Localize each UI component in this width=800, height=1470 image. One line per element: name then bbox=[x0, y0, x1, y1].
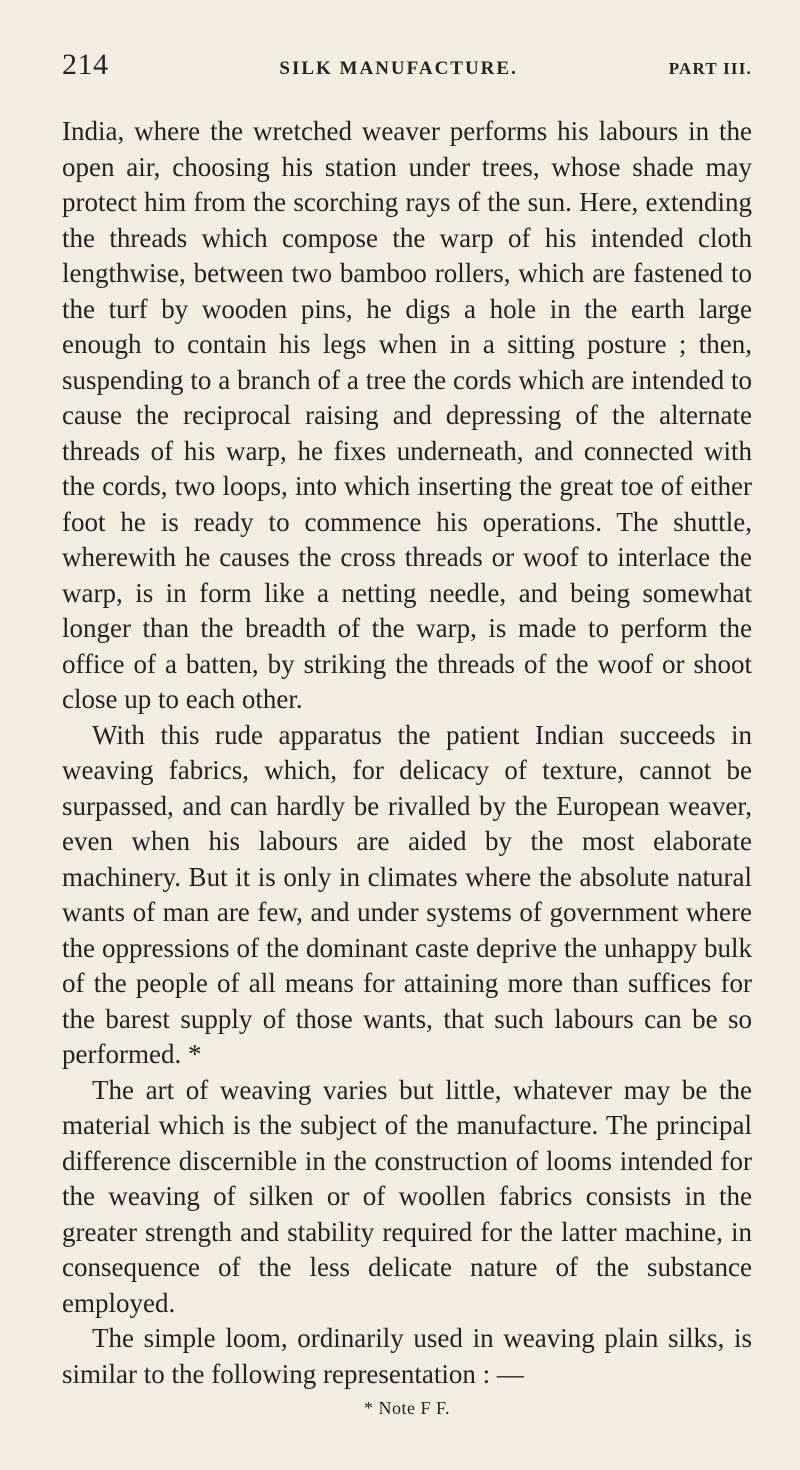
paragraph-1: India, where the wretched weaver performs his labours in the open air, choosing his station under trees, whose shade may protect him from the scorching rays of the sun. Here, extending the threads which compose the warp of his intended cloth lengthwise, between two bamboo rollers, which are fastened to the turf by wooden pins, he digs a hole in the earth large enough to contain his legs when in a sitting posture ; then, suspending to a branch of a tree the cords which are intended to cause the reciprocal raising and depressing of the alternate threads of his warp, he fixes underneath, and connected with the cords, two loops, into which inserting the great toe of either foot he is ready to commence his operations. The shuttle, wherewith he causes the cross threads or woof to interlace the warp, is in form like a netting needle, and being somewhat longer than the breadth of the warp, is made to perform the office of a batten, by striking the threads of the woof or shoot close up to each other. bbox=[62, 116, 752, 714]
book-page bbox=[62, 48, 752, 1448]
paragraph-3: The art of weaving varies but little, whatever may be the material which is the subject of the manufacture. The principal difference discernible in the construction of looms intended for the weaving of silken or of woollen fabrics consists in the greater strength and stability required for the latter machine, in consequence of the less delicate nature of the substance employed. bbox=[62, 1074, 752, 1318]
running-title: SILK MANUFACTURE. bbox=[279, 58, 518, 79]
footnote: * Note F F. bbox=[363, 1398, 451, 1418]
paragraph-2: With this rude apparatus the patient Indian succeeds in weaving fabrics, which, for delicacy of texture, cannot be surpassed, and can hardly be rivalled by the European weaver, even when his labours are aided by the most elaborate machinery. But it is only in climates where the absolute natural wants of man are few, and under systems of government where the oppressions of the dominant caste deprive the unhappy bulk of the people of all means for attaining more than suffices for the barest supply of those wants, that such labours can be so performed. * bbox=[62, 719, 752, 1069]
part-label: PART III. bbox=[668, 59, 752, 78]
running-head bbox=[62, 48, 752, 84]
paragraph-4: The simple loom, ordinarily used in weaving plain silks, is similar to the following representation : — bbox=[62, 1323, 752, 1389]
page-number: 214 bbox=[62, 48, 109, 81]
body-text bbox=[62, 114, 752, 1392]
